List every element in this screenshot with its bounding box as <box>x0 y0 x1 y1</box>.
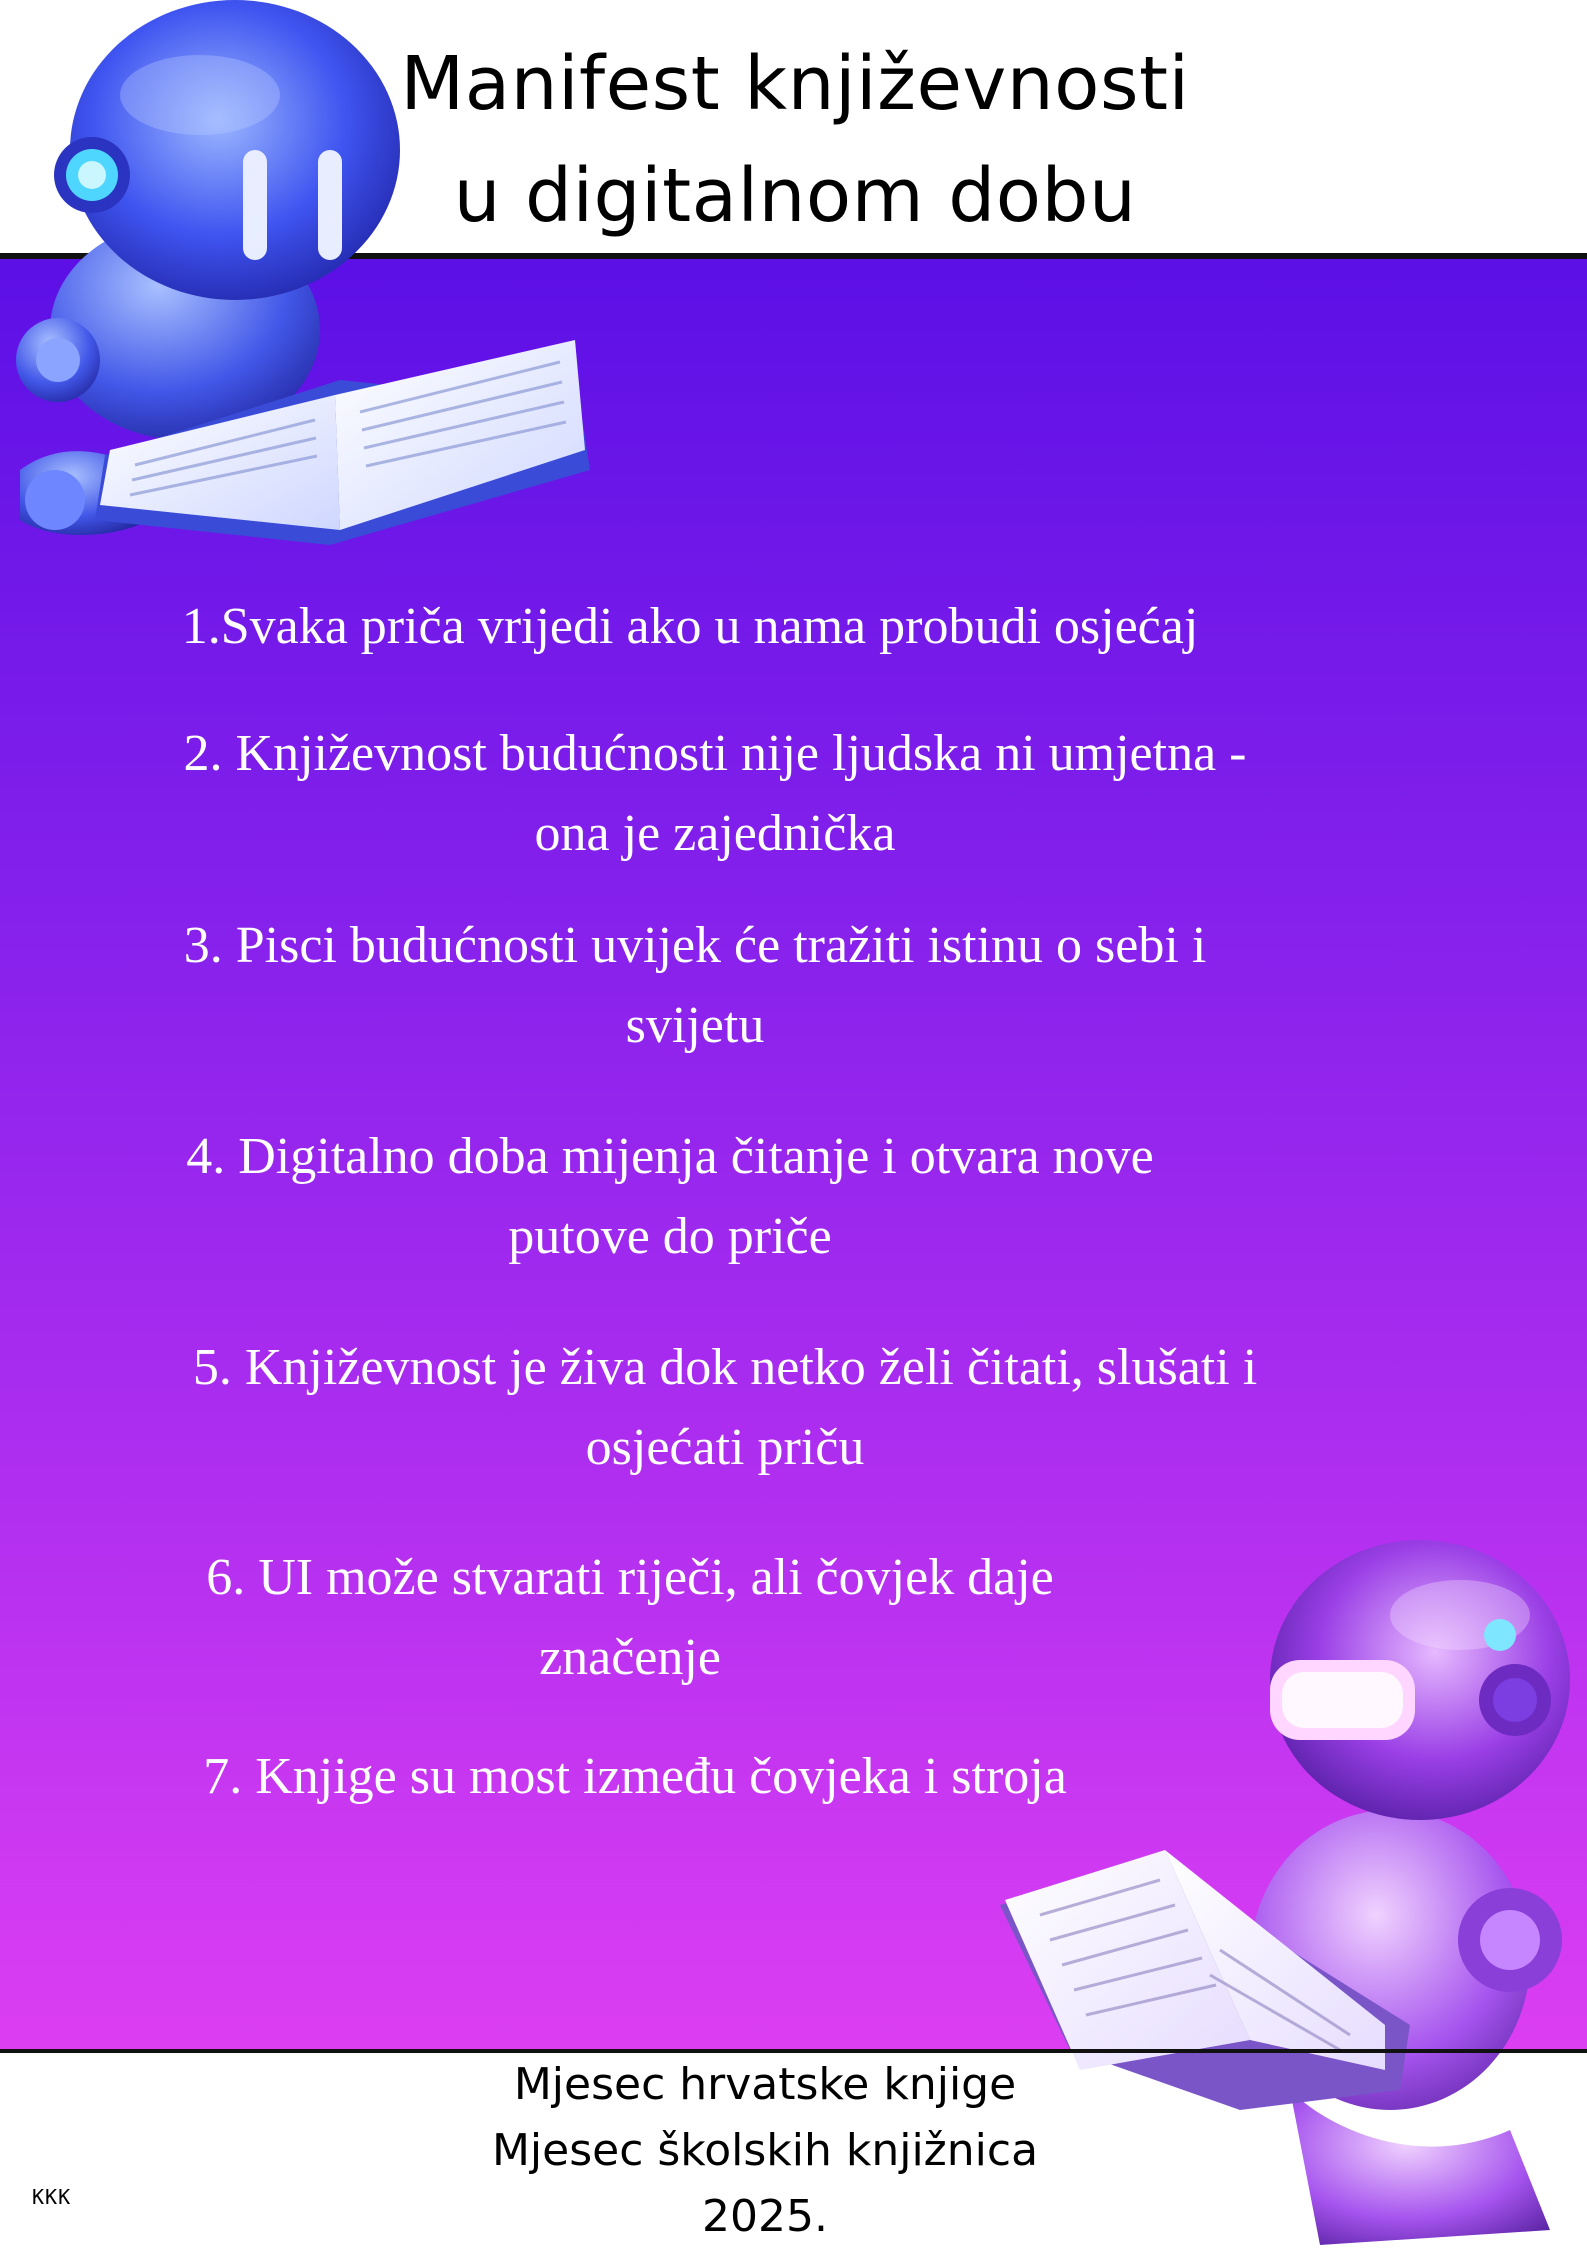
footer-year: 2025. <box>702 2191 828 2242</box>
footer-line-2: Mjesec školskih knjižnica <box>491 2125 1039 2176</box>
manifesto-item-5: 5. Književnost je živa dok netko želi čitati, slušati i osjećati priču <box>192 1339 1258 1476</box>
title-line-2: u digitalnom dobu <box>453 153 1137 239</box>
manifesto-item-7: 7. Knjige su most između čovjeka i stroja <box>203 1748 1067 1805</box>
manifesto-item-4: 4. Digitalno doba mijenja čitanje i otvara nove putove do priče <box>186 1128 1154 1265</box>
robot-reading-book-blue-illustration <box>0 0 600 610</box>
title-line-1: Manifest književnosti <box>400 41 1190 127</box>
manifesto-item-2: 2. Književnost budućnosti nije ljudska ni umjetna - ona je zajednička <box>183 725 1247 862</box>
footer-line-1: Mjesec hrvatske knjige <box>513 2059 1017 2110</box>
manifesto-item-6: 6. UI može stvarati riječi, ali čovjek daje značenje <box>206 1549 1054 1686</box>
signature: KKK <box>32 2185 72 2209</box>
manifesto-item-3: 3. Pisci budućnosti uvijek će tražiti istinu o sebi i svijetu <box>183 917 1207 1054</box>
manifesto-item-1: 1.Svaka priča vrijedi ako u nama probudi osjećaj <box>181 598 1199 655</box>
footer-text <box>430 2052 1100 2250</box>
